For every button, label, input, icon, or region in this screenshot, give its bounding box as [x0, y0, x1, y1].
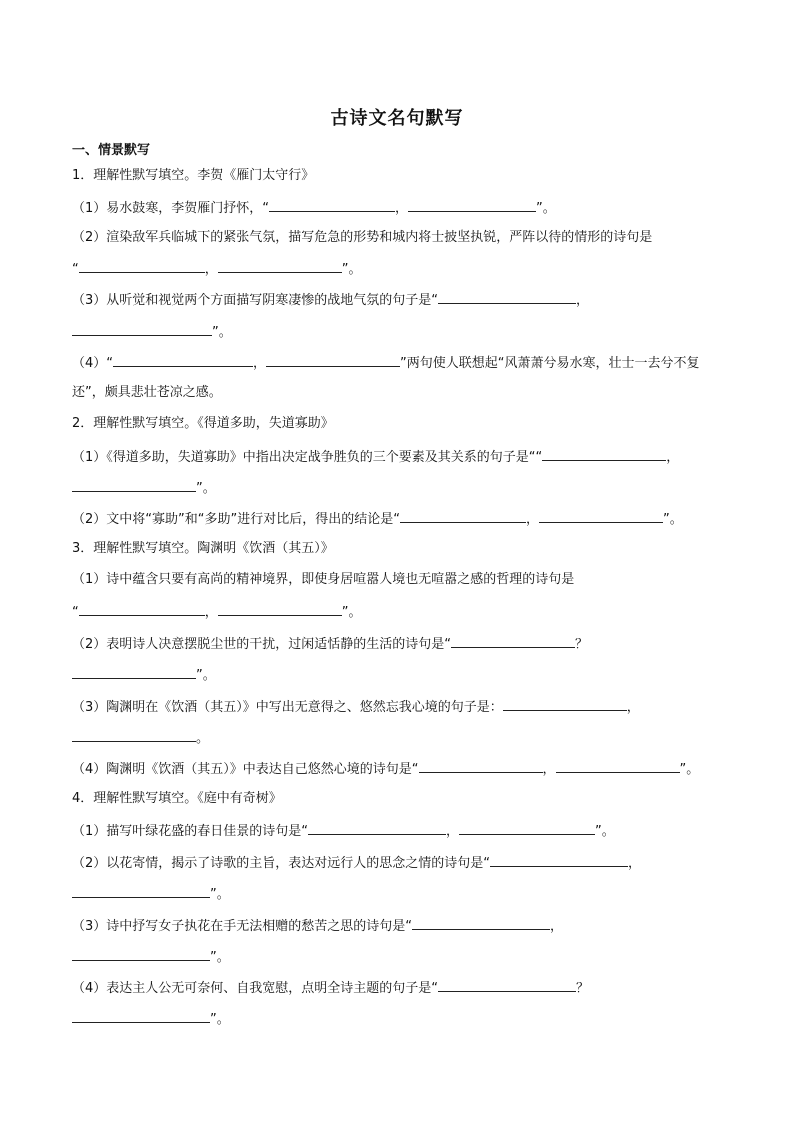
question-1-part-2-answer: “ ， ”。 — [72, 259, 362, 279]
answer-blank[interactable] — [72, 322, 212, 336]
question-3-part-3-cont: 。 — [72, 728, 209, 748]
question-3-part-1-answer: “ ， ”。 — [72, 602, 362, 622]
answer-blank[interactable] — [459, 821, 595, 835]
answer-blank[interactable] — [451, 634, 575, 648]
answer-blank[interactable] — [79, 602, 205, 616]
question-1-part-2: （2）渲染敌军兵临城下的紧张气氛，描写危急的形势和城内将士披坚执锐，严阵以待的情形的诗句是 — [72, 230, 653, 245]
answer-blank[interactable] — [218, 259, 342, 273]
question-2-part-2: （2）文中将“寡助”和“多助”进行对比后，得出的结论是“ ， ”。 — [72, 509, 683, 529]
answer-blank[interactable] — [269, 198, 395, 212]
question-3-part-4: （4）陶渊明《饮酒（其五）》中表达自己悠然心境的诗句是“ ， ”。 — [72, 759, 699, 779]
answer-blank[interactable] — [556, 759, 680, 773]
answer-blank[interactable] — [408, 198, 536, 212]
answer-blank[interactable] — [308, 821, 446, 835]
answer-blank[interactable] — [539, 509, 663, 523]
answer-blank[interactable] — [72, 947, 210, 961]
question-4-part-4-cont: ”。 — [72, 1009, 230, 1029]
question-4-heading: 4．理解性默写填空。《庭中有奇树》 — [72, 791, 282, 806]
answer-blank[interactable] — [72, 478, 196, 492]
answer-blank[interactable] — [419, 759, 543, 773]
question-3-part-2: （2）表明诗人决意摆脱尘世的干扰，过闲适恬静的生活的诗句是“ ？ — [72, 634, 588, 654]
question-1-part-3: （3）从听觉和视觉两个方面描写阴寒凄惨的战地气氛的句子是“ ， — [72, 290, 589, 310]
question-4-part-2-cont: ”。 — [72, 884, 230, 904]
answer-blank[interactable] — [79, 259, 205, 273]
question-4-part-3: （3）诗中抒写女子执花在手无法相赠的愁苦之思的诗句是“ ， — [72, 916, 563, 936]
question-3-part-2-cont: ”。 — [72, 665, 216, 685]
answer-blank[interactable] — [438, 290, 576, 304]
question-2-part-1-cont: ”。 — [72, 478, 216, 498]
question-4-part-1: （1）描写叶绿花盛的春日佳景的诗句是“ ， ”。 — [72, 821, 615, 841]
answer-blank[interactable] — [72, 884, 210, 898]
section-heading: 一、情景默写 — [72, 143, 151, 158]
question-1-part-1: （1）易水鼓寒，李贺雁门抒怀，“ ， ”。 — [72, 198, 556, 218]
question-4-part-3-cont: ”。 — [72, 947, 230, 967]
answer-blank[interactable] — [72, 665, 196, 679]
answer-blank[interactable] — [400, 509, 526, 523]
question-3-part-1: （1）诗中蕴含只要有高尚的精神境界，即使身居喧嚣人境也无喧嚣之感的哲理的诗句是 — [72, 572, 575, 587]
question-1-part-4-cont: 还”，颇具悲壮苍凉之感。 — [72, 385, 222, 400]
answer-blank[interactable] — [72, 728, 196, 742]
answer-blank[interactable] — [542, 447, 666, 461]
question-2-heading: 2．理解性默写填空。《得道多助，失道寡助》 — [72, 416, 334, 431]
answer-blank[interactable] — [113, 353, 253, 367]
question-4-part-4: （4）表达主人公无可奈何、自我宽慰，点明全诗主题的句子是“ ？ — [72, 978, 589, 998]
question-4-part-2: （2）以花寄情，揭示了诗歌的主旨，表达对远行人的思念之情的诗句是“ ， — [72, 853, 641, 873]
question-1-part-3-cont: ”。 — [72, 322, 232, 342]
question-1-heading: 1．理解性默写填空。李贺《雁门太守行》 — [72, 168, 315, 183]
answer-blank[interactable] — [438, 978, 576, 992]
answer-blank[interactable] — [218, 602, 342, 616]
answer-blank[interactable] — [490, 853, 628, 867]
answer-blank[interactable] — [266, 353, 400, 367]
question-3-heading: 3．理解性默写填空。陶渊明《饮酒（其五）》 — [72, 541, 334, 556]
page-title: 古诗文名句默写 — [330, 108, 464, 129]
question-3-part-3: （3）陶渊明在《饮酒（其五）》中写出无意得之、悠然忘我心境的句子是： ， — [72, 697, 640, 717]
answer-blank[interactable] — [72, 1009, 210, 1023]
answer-blank[interactable] — [503, 697, 627, 711]
question-1-part-4: （4）“ ， ”两句使人联想起“风萧萧兮易水寒，壮士一去兮不复 — [72, 353, 700, 373]
answer-blank[interactable] — [412, 916, 550, 930]
question-2-part-1: （1）《得道多助，失道寡助》中指出决定战争胜负的三个要素及其关系的句子是““ ， — [72, 447, 679, 467]
